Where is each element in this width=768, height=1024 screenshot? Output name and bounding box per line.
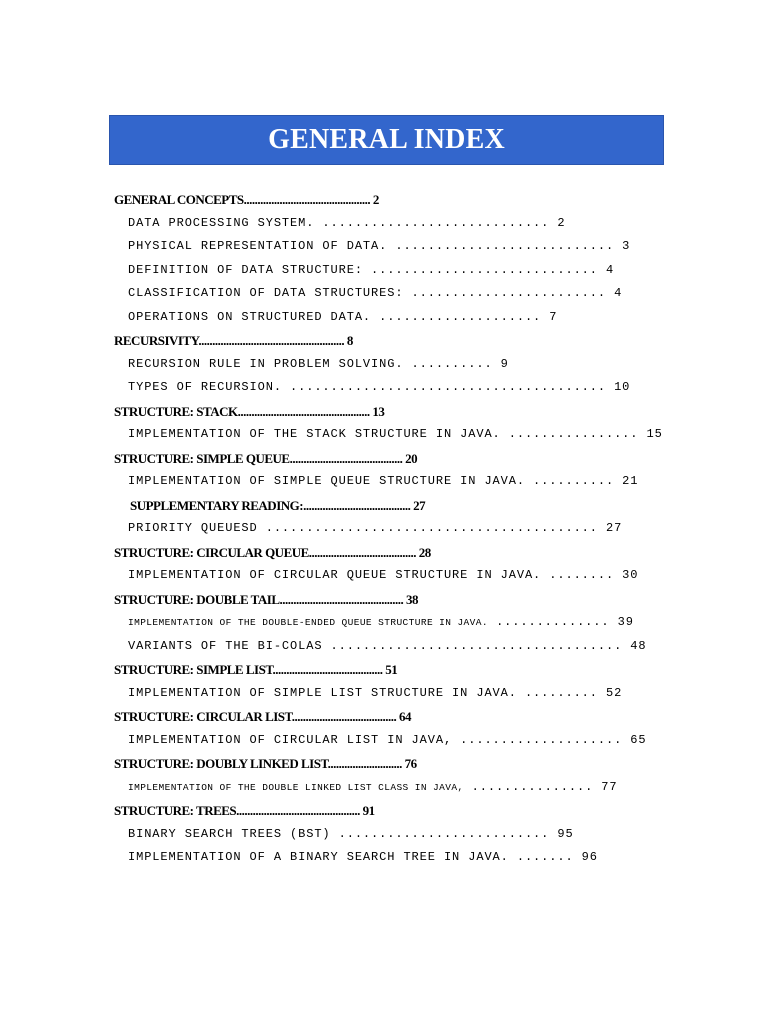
toc-entry-text: BINARY SEARCH TREES (BST) .......................... 95 [128,826,574,841]
index-title-banner [109,115,664,165]
toc-entry-text: VARIANTS OF THE BI-COLAS .................................... 48 [128,638,647,653]
toc-section-entry [0,658,768,682]
toc-subsection-entry [0,376,768,400]
toc-subsection-entry [0,306,768,330]
toc-subsection-entry [0,846,768,870]
toc-subsection-entry [0,423,768,447]
toc-subsection-entry [0,259,768,283]
toc-entry-text: SUPPLEMENTARY READING:....................................... 27 [130,497,426,513]
toc-entry-text: GENERAL CONCEPTS.............................................. 2 [114,192,379,207]
toc-subsection-entry [0,635,768,659]
toc-entry-text: STRUCTURE: SIMPLE QUEUE......................................... 20 [114,450,418,466]
toc-entry-text: IMPLEMENTATION OF THE DOUBLE-ENDED QUEUE STRUCTURE IN JAVA. [128,617,488,628]
toc-subsection-entry [0,517,768,541]
toc-section-entry [0,541,768,565]
toc-entry-text: STRUCTURE: SIMPLE LIST........................................ 51 [114,662,398,677]
toc-section-entry [0,752,768,776]
toc-entry-text: STRUCTURE: CIRCULAR QUEUE....................................... 28 [114,544,431,560]
page-title: GENERAL INDEX [268,124,505,155]
toc-subsection-entry [0,353,768,377]
toc-entry-text: PHYSICAL REPRESENTATION OF DATA. ........................... 3 [128,239,631,253]
toc-entry-text: IMPLEMENTATION OF SIMPLE QUEUE STRUCTURE IN JAVA. .......... 21 [128,474,639,488]
toc-entry-text: IMPLEMENTATION OF CIRCULAR LIST IN JAVA, .................... 65 [128,732,647,747]
toc-subsection-entry [0,470,768,494]
toc-subsection-entry [0,212,768,236]
toc-subsection-entry [0,611,768,635]
toc-subsection-entry [0,564,768,588]
toc-entry-text: OPERATIONS ON STRUCTURED DATA. .................... 7 [128,309,558,324]
toc-entry-text: IMPLEMENTATION OF THE STACK STRUCTURE IN JAVA. ................ 15 [128,427,663,441]
toc-section-entry [0,447,768,471]
toc-section-entry [0,494,768,518]
toc-entry-text: STRUCTURE: DOUBLY LINKED LIST........................... 76 [114,756,417,771]
toc-subsection-entry [0,729,768,753]
toc-entry-page: ............... 77 [463,779,618,794]
toc-subsection-entry [0,235,768,259]
toc-entry-text: RECURSIVITY..................................................... 8 [114,333,353,348]
toc-entry-text: IMPLEMENTATION OF CIRCULAR QUEUE STRUCTURE IN JAVA. ........ 30 [128,568,639,582]
toc-subsection-entry [0,823,768,847]
toc-entry-text: TYPES OF RECURSION. ....................................... 10 [128,380,631,394]
toc-entry-text: CLASSIFICATION OF DATA STRUCTURES: ........................ 4 [128,286,623,300]
toc-entry-page: .............. 39 [487,615,634,629]
toc-section-entry [0,188,768,212]
toc-subsection-entry [0,776,768,800]
toc-section-entry [0,400,768,424]
toc-section-entry [0,329,768,353]
toc-entry-text: DATA PROCESSING SYSTEM. ............................ 2 [128,215,566,230]
toc-entry-text: STRUCTURE: STACK................................................ 13 [114,403,385,419]
toc-subsection-entry [0,282,768,306]
toc-subsection-entry [0,682,768,706]
toc-section-entry [0,588,768,612]
toc-section-entry [0,705,768,729]
toc-entry-text: STRUCTURE: DOUBLE TAIL............................................. 38 [114,591,419,607]
toc-section-entry [0,799,768,823]
toc-entry-text: IMPLEMENTATION OF A BINARY SEARCH TREE IN JAVA. ....... 96 [128,850,598,864]
toc-entry-text: PRIORITY QUEUESD ......................................... 27 [128,521,623,535]
table-of-contents [0,188,768,870]
toc-entry-text: DEFINITION OF DATA STRUCTURE: ............................ 4 [128,262,615,277]
toc-entry-text: IMPLEMENTATION OF THE DOUBLE LINKED LIST CLASS IN JAVA, [128,781,464,793]
toc-entry-text: STRUCTURE: TREES............................................. 91 [114,803,375,818]
toc-entry-text: STRUCTURE: CIRCULAR LIST...................................... 64 [114,709,411,724]
toc-entry-text: RECURSION RULE IN PROBLEM SOLVING. .......... 9 [128,356,509,371]
toc-entry-text: IMPLEMENTATION OF SIMPLE LIST STRUCTURE IN JAVA. ......... 52 [128,685,623,700]
